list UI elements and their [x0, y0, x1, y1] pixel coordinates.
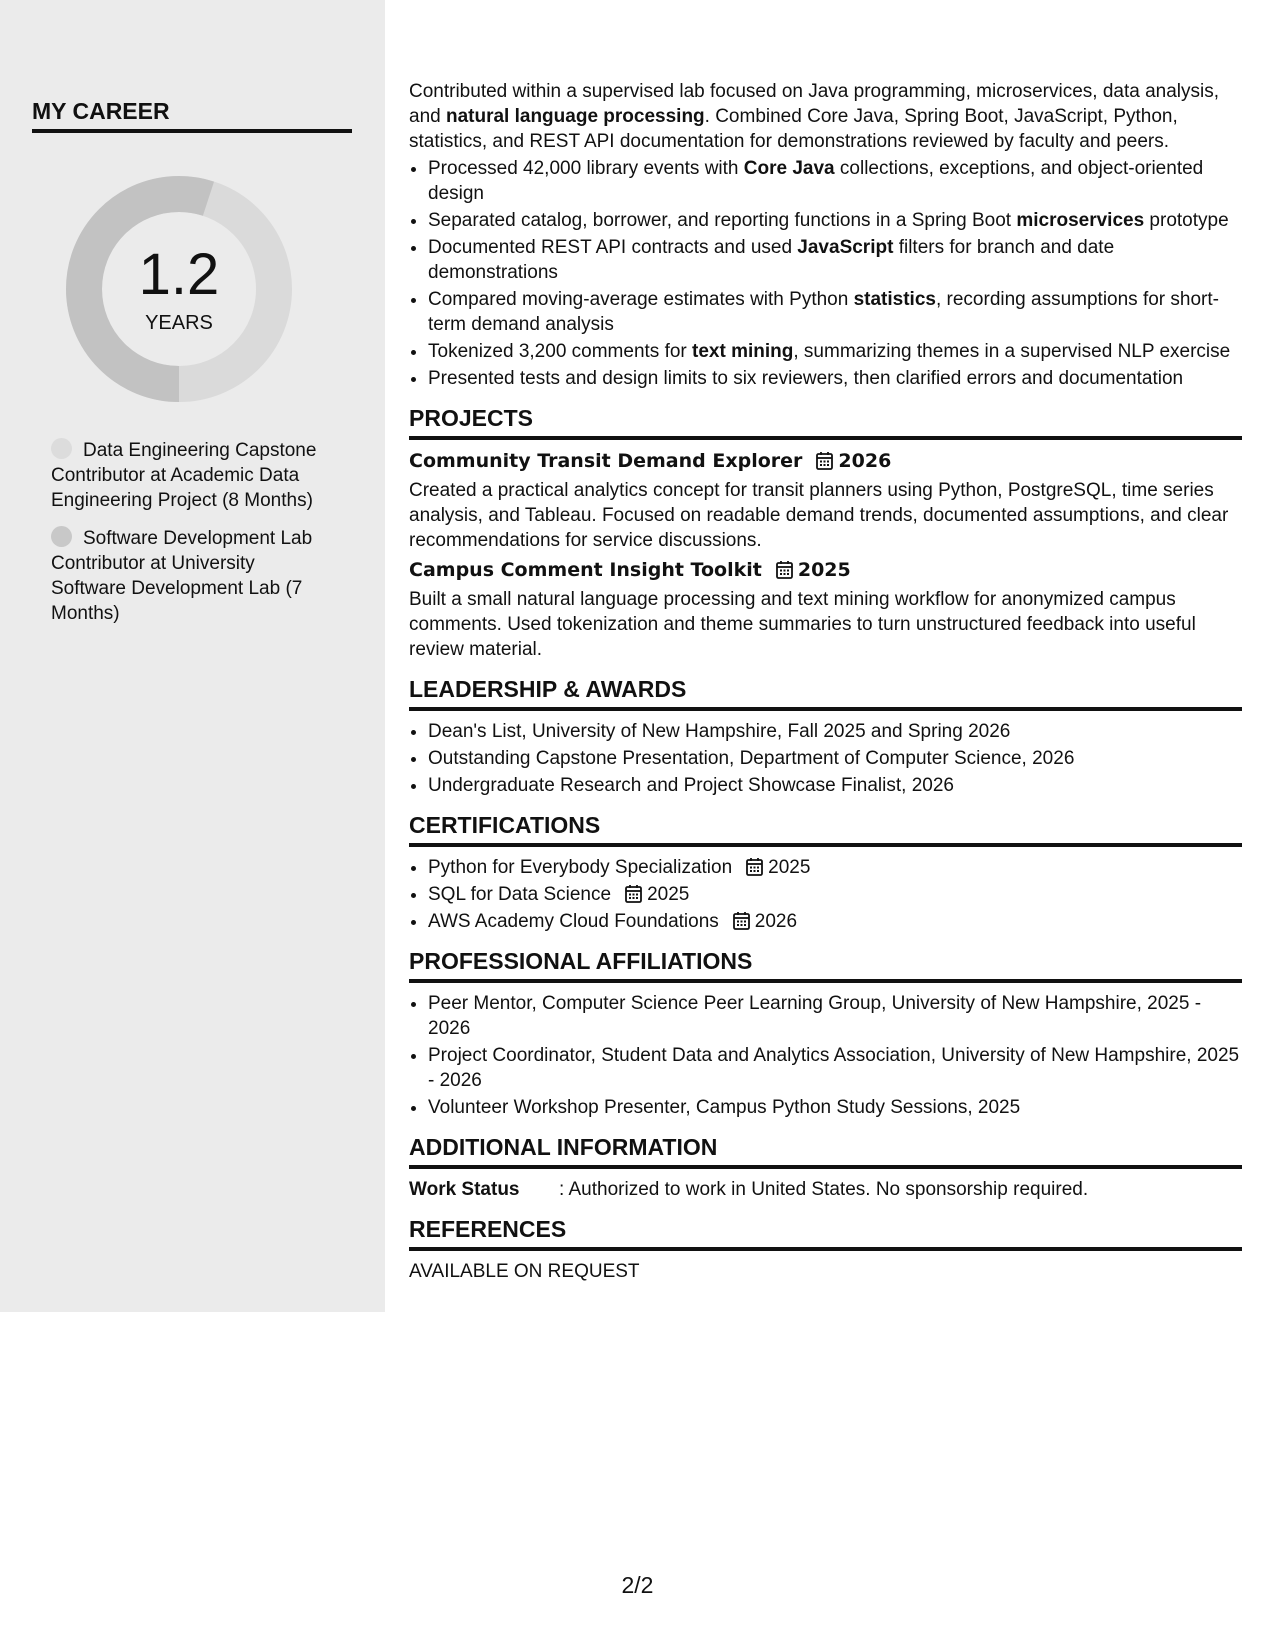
experience-bullet: • Compared moving-average estimates with Python statistics, recording assumptions for short-term demand analysis [428, 287, 1242, 337]
work-status-value: : Authorized to work in United States. No sponsorship required. [559, 1179, 1089, 1200]
affiliation-item: • Peer Mentor, Computer Science Peer Learning Group, University of New Hampshire, 2025 - 2026 [428, 991, 1242, 1041]
affiliation-item: • Project Coordinator, Student Data and Analytics Association, University of New Hampshire, 2025 - 2026 [428, 1043, 1242, 1093]
summary-text: . Combined Core Java, Spring Boot, JavaScript, Python, statistics, and REST API documentation for demonstrations reviewed by faculty and peers. [409, 106, 1178, 152]
certification-item [428, 909, 1242, 934]
experience-bullet: • Presented tests and design limits to six reviewers, then clarified errors and documentation [428, 366, 1242, 391]
certification-year: 2026 [754, 911, 798, 932]
work-status-label: Work Status [409, 1179, 520, 1200]
experience-years-value: 1.2 [138, 242, 220, 307]
experience-years-unit: YEARS [145, 312, 213, 334]
affiliations-list [409, 991, 1242, 1120]
project-description: Created a practical analytics concept for transit planners using Python, PostgreSQL, time series analysis, and Tableau. Focused on readable demand trends, documented assumptions, and clear recommendations for service discussions. [409, 480, 1229, 551]
calendar-icon [733, 911, 750, 930]
references-heading: REFERENCES [409, 1215, 1242, 1251]
project-name: Campus Comment Insight Toolkit [409, 559, 762, 581]
career-dot-icon [51, 438, 72, 459]
calendar-icon [816, 451, 833, 470]
calendar-icon [776, 560, 793, 579]
calendar-icon [625, 884, 642, 903]
leadership-item: • Undergraduate Research and Project Showcase Finalist, 2026 [428, 773, 1242, 798]
certification-year: 2025 [768, 857, 811, 878]
leadership-heading: LEADERSHIP & AWARDS [409, 675, 1242, 711]
certifications-heading: CERTIFICATIONS [409, 811, 1242, 847]
leadership-item: • Outstanding Capstone Presentation, Department of Computer Science, 2026 [428, 746, 1242, 771]
leadership-item: • Dean's List, University of New Hampshire, Fall 2025 and Spring 2026 [428, 719, 1242, 744]
project-year: 2025 [797, 559, 851, 581]
main-content [409, 79, 1242, 1284]
certification-name: SQL for Data Science [428, 884, 612, 905]
certification-name: AWS Academy Cloud Foundations [428, 911, 719, 932]
certification-year: 2025 [647, 884, 690, 905]
project-year: 2026 [838, 450, 892, 472]
experience-summary [409, 79, 1242, 154]
career-item [51, 438, 321, 513]
certifications-list [409, 855, 1242, 934]
project-description: Built a small natural language processing and text mining workflow for anonymized campus comments. Used tokenization and theme summaries to turn unstructured feedback into useful review material. [409, 589, 1196, 660]
career-heading: MY CAREER [32, 98, 352, 133]
experience-bullet: • Processed 42,000 library events with Core Java collections, exceptions, and object-oriented design [428, 156, 1242, 206]
project-name: Community Transit Demand Explorer [409, 450, 803, 472]
references-text: AVAILABLE ON REQUEST [409, 1261, 640, 1282]
summary-bold-text: natural language processing [445, 106, 705, 127]
page-number: 2/2 [621, 1572, 654, 1598]
calendar-icon [746, 857, 763, 876]
experience-bullet: • Separated catalog, borrower, and reporting functions in a Spring Boot microservices prototype [428, 208, 1242, 233]
certification-name: Python for Everybody Specialization [428, 857, 733, 878]
career-item-text: Data Engineering Capstone Contributor at Academic Data Engineering Project (8 Months) [51, 440, 317, 511]
sidebar [0, 0, 385, 1312]
career-dot-icon [51, 526, 72, 547]
certification-item [428, 855, 1242, 880]
projects-heading: PROJECTS [409, 404, 1242, 440]
experience-bullets [409, 156, 1242, 391]
career-item [51, 526, 321, 626]
affiliations-heading: PROFESSIONAL AFFILIATIONS [409, 947, 1242, 983]
experience-bullet: • Documented REST API contracts and used JavaScript filters for branch and date demonstrations [428, 235, 1242, 285]
career-item-text: Software Development Lab Contributor at University Software Development Lab (7 Months) [51, 528, 313, 624]
project-title [409, 448, 1242, 474]
experience-bullet: • Tokenized 3,200 comments for text mining, summarizing themes in a supervised NLP exercise [428, 339, 1242, 364]
work-status-row [409, 1177, 1242, 1202]
certification-item [428, 882, 1242, 907]
summary-text: Contributed within a supervised lab focused on Java programming, microservices, data analysis, and [409, 81, 1220, 127]
leadership-list [409, 719, 1242, 798]
career-list [51, 438, 321, 639]
project-title [409, 557, 1242, 583]
affiliation-item: • Volunteer Workshop Presenter, Campus Python Study Sessions, 2025 [428, 1095, 1242, 1120]
additional-info-heading: ADDITIONAL INFORMATION [409, 1133, 1242, 1169]
